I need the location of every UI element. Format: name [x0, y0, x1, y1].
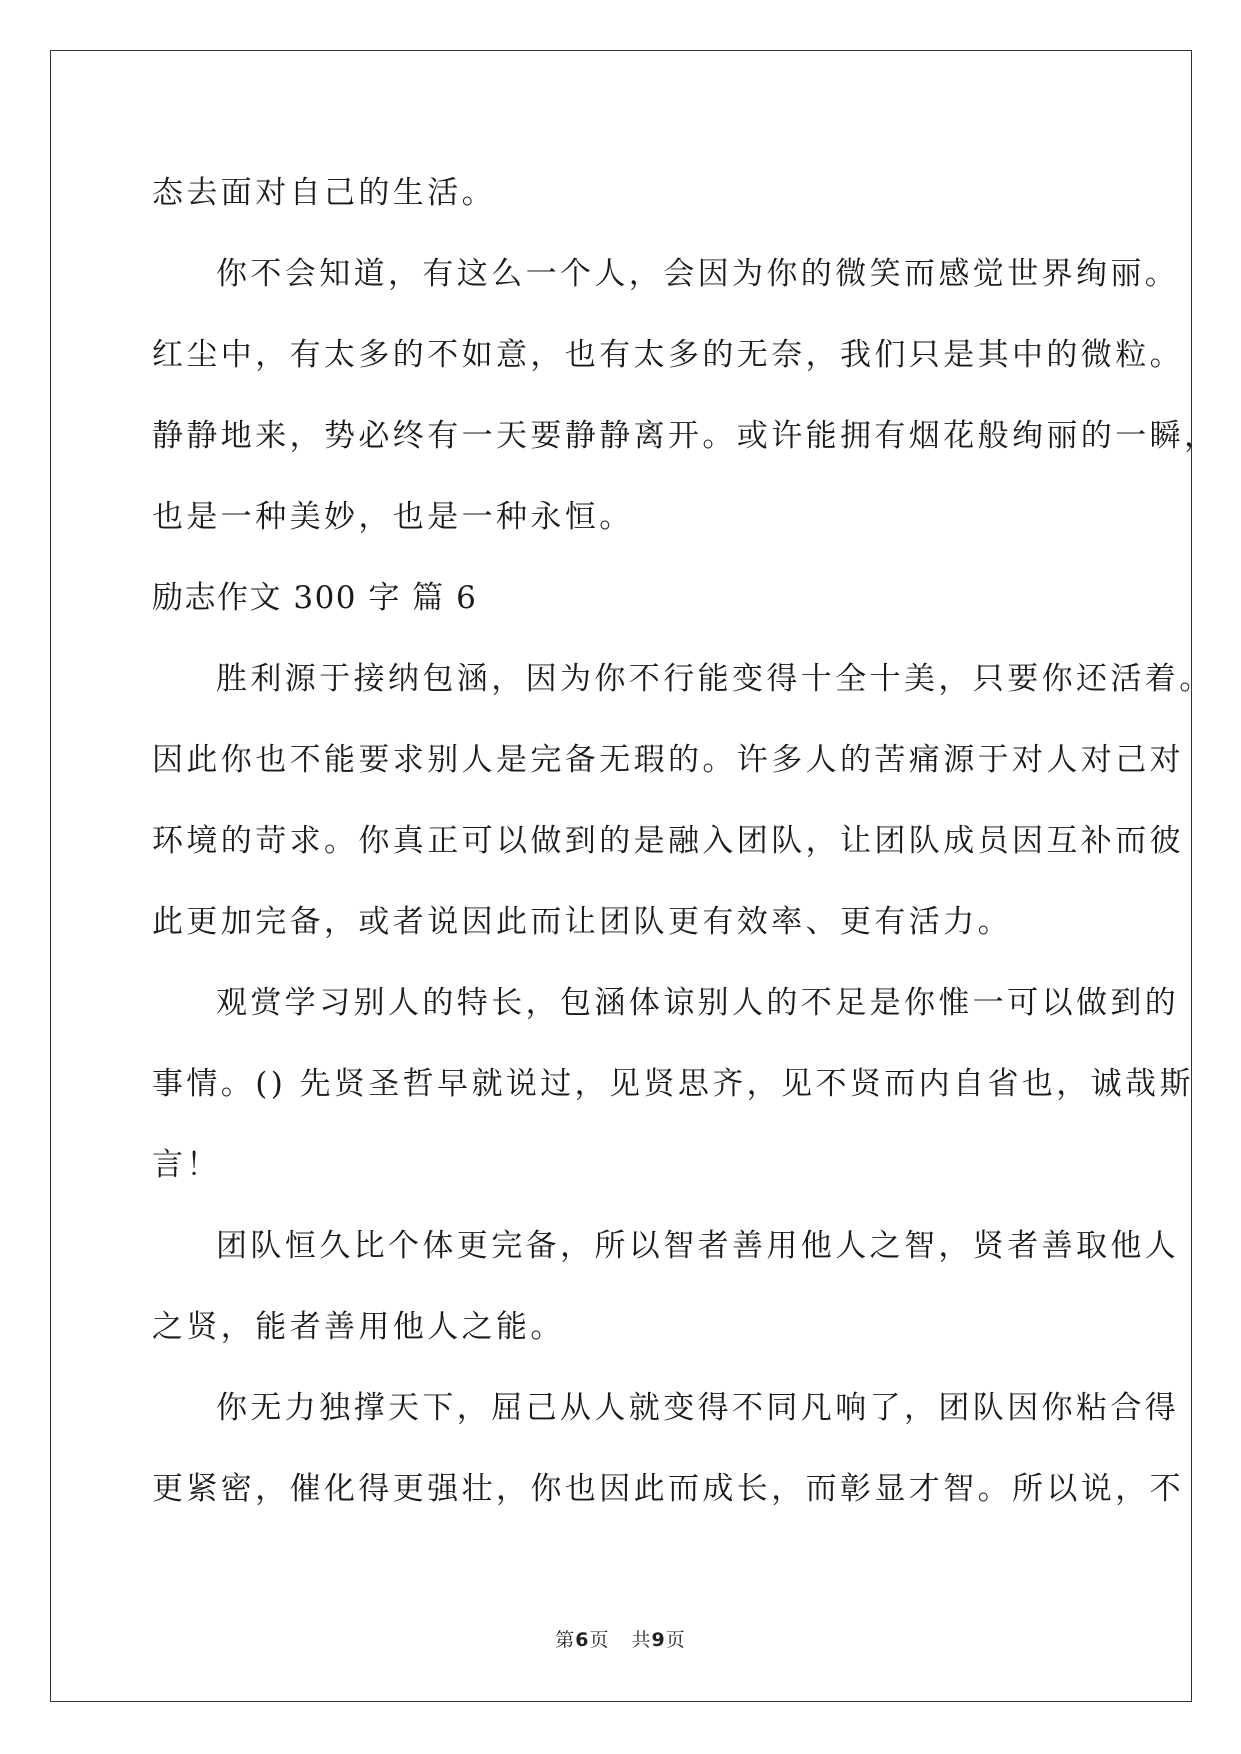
section-heading: 励志作文 300 字 篇 6 — [152, 580, 478, 616]
current-page-number: 6 — [575, 1629, 590, 1651]
footer-total-suffix: 页 — [665, 1629, 686, 1651]
text-line: 团队恒久比个体更完备，所以智者善用他人之智，贤者善取他人 — [216, 1228, 1180, 1264]
footer-total-prefix: 共 — [631, 1629, 652, 1651]
footer-prefix: 第 — [555, 1629, 576, 1651]
text-line: 静静地来，势必终有一天要静静离开。或许能拥有烟花般绚丽的一瞬， — [152, 418, 1219, 454]
text-line: 也是一种美妙，也是一种永恒。 — [152, 499, 634, 535]
page-footer — [0, 1625, 1241, 1652]
text-line: 因此你也不能要求别人是完备无瑕的。许多人的苦痛源于对人对己对 — [152, 742, 1184, 778]
text-line: 事情。() 先贤圣哲早就说过，见贤思齐，见不贤而内自省也，诚哉斯 — [152, 1066, 1194, 1102]
text-line: 胜利源于接纳包涵，因为你不行能变得十全十美，只要你还活着。 — [216, 661, 1214, 697]
text-line: 你不会知道，有这么一个人，会因为你的微笑而感觉世界绚丽。 — [216, 256, 1180, 292]
document-body — [152, 163, 1219, 1540]
text-line: 环境的苛求。你真正可以做到的是融入团队，让团队成员因互补而彼 — [152, 823, 1184, 859]
text-line: 态去面对自己的生活。 — [152, 175, 496, 211]
text-line: 观赏学习别人的特长，包涵体谅别人的不足是你惟一可以做到的 — [216, 985, 1180, 1021]
text-line: 更紧密，催化得更强壮，你也因此而成长，而彰显才智。所以说，不 — [152, 1471, 1184, 1507]
text-line: 之贤，能者善用他人之能。 — [152, 1309, 565, 1345]
total-page-number: 9 — [651, 1629, 666, 1651]
text-line: 红尘中，有太多的不如意，也有太多的无奈，我们只是其中的微粒。 — [152, 337, 1184, 373]
text-line: 你无力独撑天下，屈己从人就变得不同凡响了，团队因你粘合得 — [216, 1390, 1180, 1426]
text-line: 此更加完备，或者说因此而让团队更有效率、更有活力。 — [152, 904, 1012, 940]
footer-page-suffix: 页 — [589, 1629, 610, 1651]
text-line: 言！ — [152, 1147, 221, 1183]
